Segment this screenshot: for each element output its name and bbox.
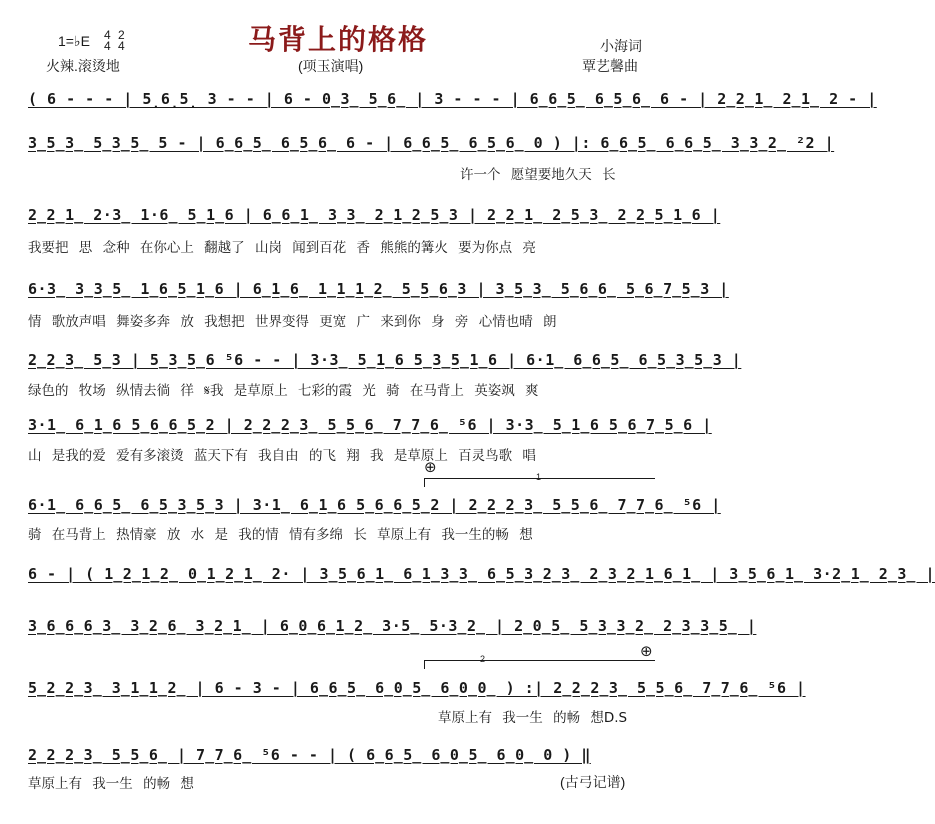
lyric-line-6: 山 是我的爱 爱有多滚烫 蓝天下有 我自由 的飞 翔 我 是草原上 百灵鸟歌 唱	[28, 448, 536, 464]
second-ending-number: 2	[480, 654, 486, 664]
score-line-8: 6 - | ( 1̲2̲1̲2̲ 0̲1̲2̲1̲ 2· | 3̲5̲6̲1̲ 6̲1̲3̲3̲ 6̲5̲3̲2̲3̲ 2̲3̲2̲1̲6̲1̲ | 3̲5̲6̲1̲ 3·2̲1̲ 2̲3̲ |	[28, 565, 935, 583]
tempo-marking: 火辣.滚烫地	[46, 58, 120, 74]
score-line-2: 3̲5̲3̲ 5̲3̲5̲ 5 - | 6̲6̲5̲ 6̲5̲6̲ 6 - | 6̲6̲5̲ 6̲5̲6̲ 0 ) |: 6̲6̲5̲ 6̲6̲5̲ 3̲3̲2̲ ²2 |	[28, 134, 835, 152]
score-line-7: 6·1̲ 6̲6̲5̲ 6̲5̲3̲5̲3 | 3·1̲ 6̲1̲6 5̲6̲6̲5̲2 | 2̲2̲2̲3̲ 5̲5̲6̲ 7̲7̲6̲ ⁵6 |	[28, 496, 721, 514]
score-line-1: ( 6 - - - | 5̣6̣5̣ 3 - - | 6 - 0̲3̲ 5̲6̲ | 3 - - - | 6̲6̲5̲ 6̲5̲6̲ 6 - | 2̲2̲1̲ 2̲1̲ 2 - |	[28, 90, 877, 108]
lyricist-credit: 小海词	[600, 38, 642, 54]
lyric-line-11: 草原上有 我一生 的畅 想	[28, 776, 194, 792]
score-line-11: 2̲2̲2̲3̲ 5̲5̲6̲ | 7̲7̲6̲ ⁵6 - - | ( 6̲6̲5̲ 6̲0̲5̲ 6̲0̲ 0 ) ‖	[28, 746, 591, 764]
lyric-line-4: 情 歌放声唱 舞姿多奔 放 我想把 世界变得 更宽 广 来到你 身 旁 心情也晴 朗	[28, 314, 557, 330]
first-ending-number: 1	[536, 472, 542, 482]
lyric-line-3: 我要把 思 念种 在你心上 翻越了 山岗 闻到百花 香 熊熊的篝火 要为你点 亮	[28, 240, 536, 256]
coda-sign-icon-2: ⊕	[640, 643, 653, 660]
composer-credit: 覃艺馨曲	[582, 58, 638, 74]
score-line-10: 5̲2̲2̲3̲ 3̲1̲1̲2̲ | 6 - 3 - | 6̲6̲5̲ 6̲0̲5̲ 6̲0̲0̲ ) :| 2̲2̲2̲3̲ 5̲5̲6̲ 7̲7̲6̲ ⁵6 |	[28, 679, 806, 697]
second-ending-bracket	[424, 660, 655, 669]
key-signature: 1=♭E	[58, 33, 90, 49]
score-line-5: 2̲2̲3̲ 5̲3 | 5̲3̲5̲6 ⁵6 - - | 3·3̲ 5̲1̲6 5̲3̲5̲1̲6 | 6·1̲ 6̲6̲5̲ 6̲5̲3̲5̲3 |	[28, 351, 742, 369]
time-signature	[104, 30, 129, 52]
score-line-9: 3̲6̲6̲6̲3̲ 3̲2̲6̲ 3̲2̲1̲ | 6̲0̲6̲1̲2̲ 3·5̲ 5·3̲2̲ | 2̲0̲5̲ 5̲3̲3̲2̲ 2̲3̲3̲5̲ |	[28, 617, 757, 635]
lyric-line-2: 许一个 愿望要地久天 长	[460, 167, 616, 183]
lyric-line-10: 草原上有 我一生 的畅 想D.S	[438, 710, 628, 726]
score-line-4: 6·3̲ 3̲3̲5̲ 1̲6̲5̲1̲6 | 6̲1̲6̲ 1̲1̲1̲2̲ 5̲5̲6̲3 | 3̲5̲3̲ 5̲6̲6̲ 5̲6̲7̲5̲3 |	[28, 280, 729, 298]
meter-2-4: 2 4	[118, 28, 125, 53]
score-line-6: 3·1̲ 6̲1̲6 5̲6̲6̲5̲2 | 2̲2̲2̲3̲ 5̲5̲6̲ 7̲7̲6̲ ⁵6 | 3·3̲ 5̲1̲6 5̲6̲7̲5̲6 |	[28, 416, 712, 434]
lyric-line-5: 绿色的 牧场 纵情去徜 徉 𝄋我 是草原上 七彩的霞 光 骑 在马背上 英姿飒 爽	[28, 383, 539, 399]
score-line-3: 2̲2̲1̲ 2·3̲ 1·6̲ 5̲1̲6 | 6̲6̲1̲ 3̲3̲ 2̲1̲2̲5̲3 | 2̲2̲1̲ 2̲5̲3̲ 2̲2̲5̲1̲6 |	[28, 206, 721, 224]
song-title: 马背上的格格	[248, 23, 429, 56]
lyric-line-7: 骑 在马背上 热情豪 放 水 是 我的情 情有多绵 长 草原上有 我一生的畅 想	[28, 527, 533, 543]
transcriber-credit: (古弓记谱)	[560, 774, 626, 790]
singer-credit: (项玉演唱)	[298, 58, 364, 74]
coda-sign-icon: ⊕	[424, 459, 437, 476]
meter-4-4: 4 4	[104, 28, 111, 53]
